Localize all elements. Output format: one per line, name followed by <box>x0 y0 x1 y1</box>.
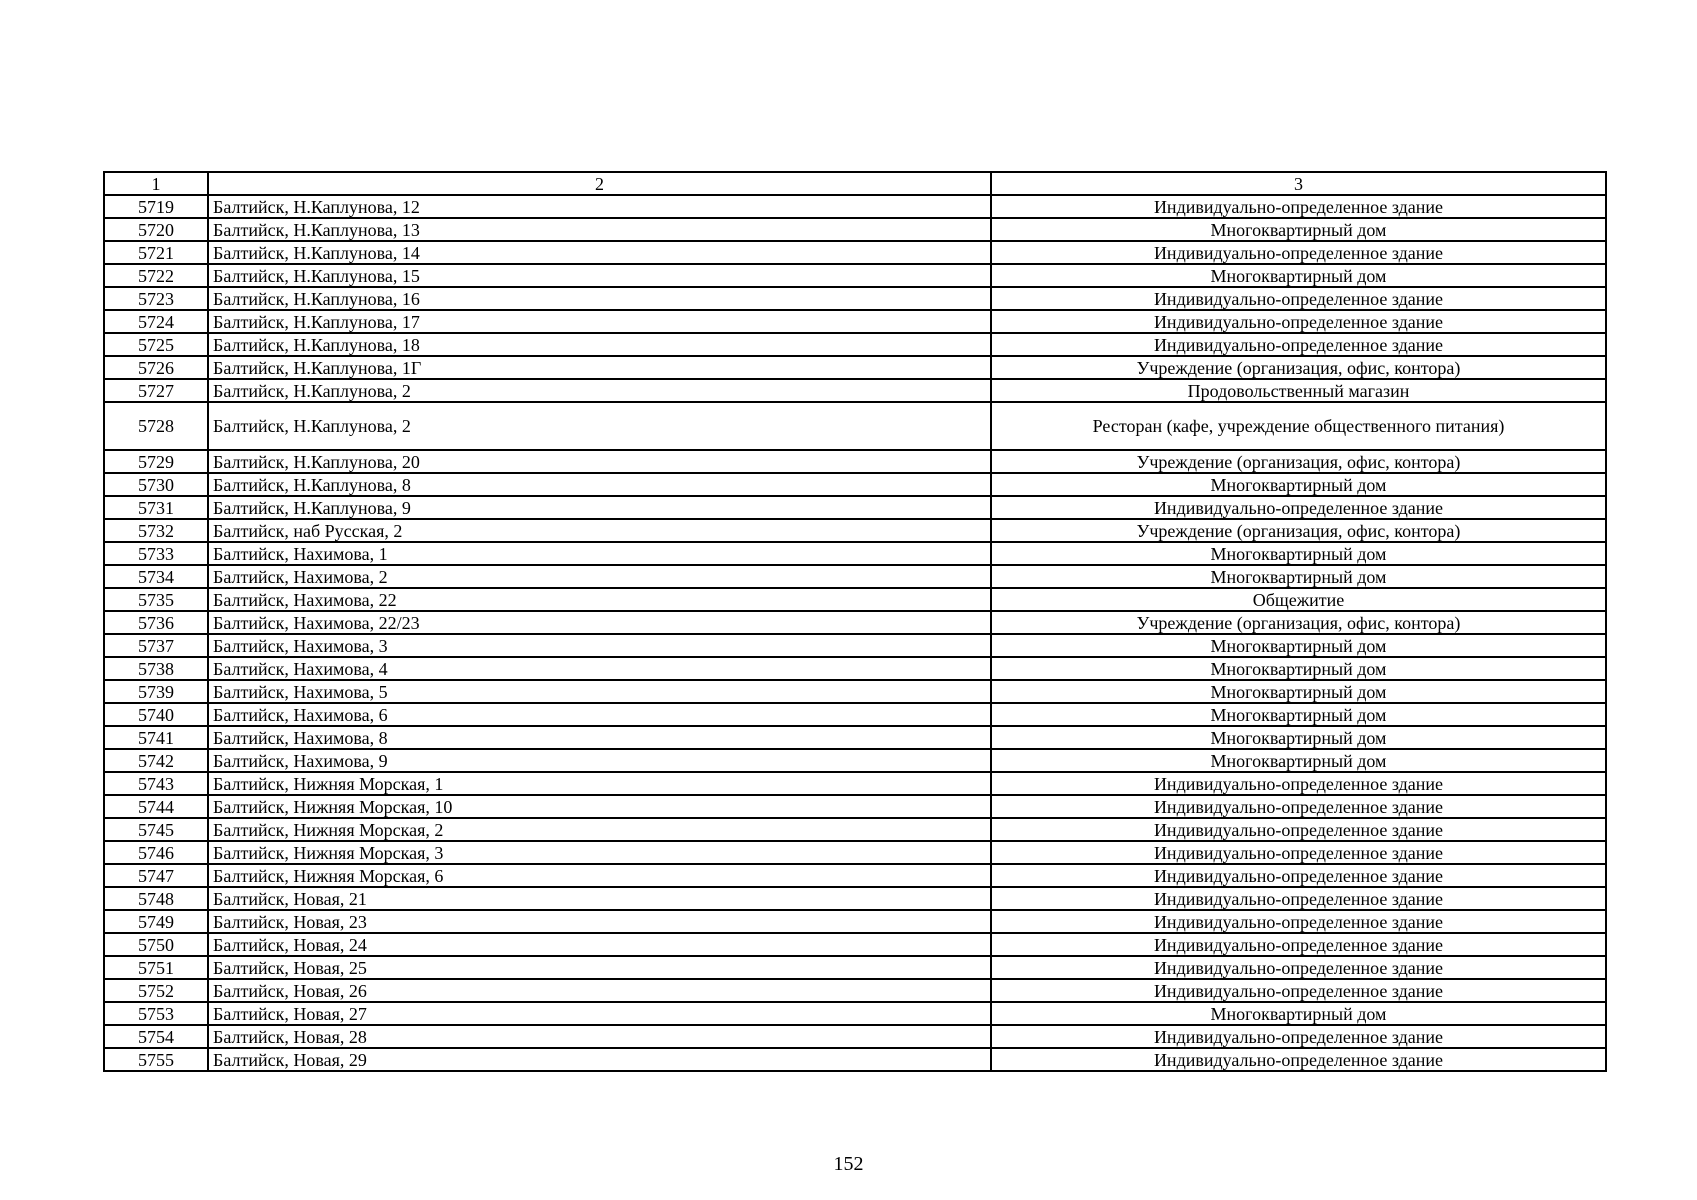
row-number-cell: 5724 <box>104 310 208 333</box>
row-number-cell: 5720 <box>104 218 208 241</box>
row-number-cell: 5731 <box>104 496 208 519</box>
row-number-cell: 5738 <box>104 657 208 680</box>
row-number-cell: 5752 <box>104 979 208 1002</box>
building-type-cell: Индивидуально-определенное здание <box>991 241 1606 264</box>
row-number-cell: 5733 <box>104 542 208 565</box>
building-type-cell: Индивидуально-определенное здание <box>991 310 1606 333</box>
building-type-cell: Многоквартирный дом <box>991 703 1606 726</box>
row-number-cell: 5741 <box>104 726 208 749</box>
address-cell: Балтийск, Новая, 26 <box>208 979 991 1002</box>
table-row <box>104 726 1606 749</box>
table-row <box>104 542 1606 565</box>
table-row <box>104 749 1606 772</box>
building-type-cell: Индивидуально-определенное здание <box>991 864 1606 887</box>
address-cell: Балтийск, Н.Каплунова, 16 <box>208 287 991 310</box>
table-row <box>104 841 1606 864</box>
building-type-cell: Многоквартирный дом <box>991 1002 1606 1025</box>
row-number-cell: 5725 <box>104 333 208 356</box>
row-number-cell: 5727 <box>104 379 208 402</box>
building-type-cell: Индивидуально-определенное здание <box>991 887 1606 910</box>
table-row <box>104 588 1606 611</box>
row-number-cell: 5745 <box>104 818 208 841</box>
building-type-cell: Индивидуально-определенное здание <box>991 1048 1606 1071</box>
table-row <box>104 703 1606 726</box>
address-cell: Балтийск, Нижняя Морская, 3 <box>208 841 991 864</box>
row-number-cell: 5743 <box>104 772 208 795</box>
building-type-cell: Многоквартирный дом <box>991 680 1606 703</box>
building-type-cell: Многоквартирный дом <box>991 264 1606 287</box>
address-cell: Балтийск, Н.Каплунова, 13 <box>208 218 991 241</box>
buildings-table <box>103 171 1607 1072</box>
building-type-cell: Многоквартирный дом <box>991 749 1606 772</box>
building-type-cell: Индивидуально-определенное здание <box>991 496 1606 519</box>
building-type-cell: Учреждение (организация, офис, контора) <box>991 611 1606 634</box>
building-type-cell: Многоквартирный дом <box>991 657 1606 680</box>
address-cell: Балтийск, Нахимова, 4 <box>208 657 991 680</box>
address-cell: Балтийск, Н.Каплунова, 2 <box>208 402 991 450</box>
table-row <box>104 772 1606 795</box>
row-number-cell: 5726 <box>104 356 208 379</box>
address-cell: Балтийск, Н.Каплунова, 20 <box>208 450 991 473</box>
address-cell: Балтийск, Н.Каплунова, 2 <box>208 379 991 402</box>
table-row <box>104 519 1606 542</box>
address-cell: Балтийск, Нахимова, 8 <box>208 726 991 749</box>
table-row <box>104 657 1606 680</box>
building-type-cell: Индивидуально-определенное здание <box>991 333 1606 356</box>
table-header-row <box>104 172 1606 195</box>
table-row <box>104 887 1606 910</box>
address-cell: Балтийск, Нахимова, 5 <box>208 680 991 703</box>
building-type-cell: Индивидуально-определенное здание <box>991 818 1606 841</box>
table-row <box>104 218 1606 241</box>
row-number-cell: 5753 <box>104 1002 208 1025</box>
building-type-cell: Индивидуально-определенное здание <box>991 933 1606 956</box>
table-row <box>104 933 1606 956</box>
building-type-cell: Индивидуально-определенное здание <box>991 287 1606 310</box>
address-cell: Балтийск, Нахимова, 22/23 <box>208 611 991 634</box>
building-type-cell: Индивидуально-определенное здание <box>991 795 1606 818</box>
row-number-cell: 5750 <box>104 933 208 956</box>
address-cell: Балтийск, Нахимова, 9 <box>208 749 991 772</box>
row-number-cell: 5755 <box>104 1048 208 1071</box>
row-number-cell: 5734 <box>104 565 208 588</box>
address-cell: Балтийск, Нахимова, 2 <box>208 565 991 588</box>
row-number-cell: 5749 <box>104 910 208 933</box>
row-number-cell: 5735 <box>104 588 208 611</box>
building-type-cell: Индивидуально-определенное здание <box>991 956 1606 979</box>
building-type-cell: Учреждение (организация, офис, контора) <box>991 450 1606 473</box>
table-row <box>104 379 1606 402</box>
table-row <box>104 287 1606 310</box>
building-type-cell: Индивидуально-определенное здание <box>991 841 1606 864</box>
building-type-cell: Многоквартирный дом <box>991 726 1606 749</box>
building-type-cell: Индивидуально-определенное здание <box>991 195 1606 218</box>
column-header-1: 1 <box>104 172 208 195</box>
table-row <box>104 818 1606 841</box>
row-number-cell: 5748 <box>104 887 208 910</box>
building-type-cell: Многоквартирный дом <box>991 218 1606 241</box>
table-row <box>104 611 1606 634</box>
row-number-cell: 5746 <box>104 841 208 864</box>
address-cell: Балтийск, Н.Каплунова, 12 <box>208 195 991 218</box>
row-number-cell: 5737 <box>104 634 208 657</box>
row-number-cell: 5729 <box>104 450 208 473</box>
building-type-cell: Индивидуально-определенное здание <box>991 772 1606 795</box>
table-row <box>104 450 1606 473</box>
row-number-cell: 5739 <box>104 680 208 703</box>
building-type-cell: Многоквартирный дом <box>991 542 1606 565</box>
building-type-cell: Индивидуально-определенное здание <box>991 979 1606 1002</box>
row-number-cell: 5728 <box>104 402 208 450</box>
table-row <box>104 680 1606 703</box>
address-cell: Балтийск, Новая, 21 <box>208 887 991 910</box>
address-cell: Балтийск, Нахимова, 6 <box>208 703 991 726</box>
table-row <box>104 864 1606 887</box>
address-cell: Балтийск, Н.Каплунова, 1Г <box>208 356 991 379</box>
address-cell: Балтийск, Нахимова, 22 <box>208 588 991 611</box>
row-number-cell: 5722 <box>104 264 208 287</box>
table-row <box>104 979 1606 1002</box>
address-cell: Балтийск, Н.Каплунова, 17 <box>208 310 991 333</box>
table-row <box>104 402 1606 450</box>
address-cell: Балтийск, Новая, 24 <box>208 933 991 956</box>
building-type-cell: Продовольственный магазин <box>991 379 1606 402</box>
row-number-cell: 5747 <box>104 864 208 887</box>
row-number-cell: 5740 <box>104 703 208 726</box>
address-cell: Балтийск, Нижняя Морская, 2 <box>208 818 991 841</box>
row-number-cell: 5736 <box>104 611 208 634</box>
table-row <box>104 795 1606 818</box>
column-header-3: 3 <box>991 172 1606 195</box>
row-number-cell: 5754 <box>104 1025 208 1048</box>
building-type-cell: Многоквартирный дом <box>991 565 1606 588</box>
address-cell: Балтийск, Новая, 23 <box>208 910 991 933</box>
table-body <box>104 172 1606 1071</box>
page-number: 152 <box>833 1153 864 1175</box>
address-cell: Балтийск, Нижняя Морская, 6 <box>208 864 991 887</box>
address-cell: Балтийск, Нахимова, 1 <box>208 542 991 565</box>
address-cell: Балтийск, Н.Каплунова, 15 <box>208 264 991 287</box>
building-type-cell: Ресторан (кафе, учреждение общественного питания) <box>991 402 1606 450</box>
table-row <box>104 1002 1606 1025</box>
table-row <box>104 241 1606 264</box>
address-cell: Балтийск, Н.Каплунова, 14 <box>208 241 991 264</box>
address-cell: Балтийск, Н.Каплунова, 18 <box>208 333 991 356</box>
row-number-cell: 5742 <box>104 749 208 772</box>
address-cell: Балтийск, Н.Каплунова, 8 <box>208 473 991 496</box>
table-row <box>104 310 1606 333</box>
table-row <box>104 634 1606 657</box>
row-number-cell: 5744 <box>104 795 208 818</box>
table-row <box>104 565 1606 588</box>
table-row <box>104 910 1606 933</box>
table-row <box>104 356 1606 379</box>
table-row <box>104 496 1606 519</box>
table-row <box>104 1048 1606 1071</box>
address-cell: Балтийск, Новая, 27 <box>208 1002 991 1025</box>
building-type-cell: Учреждение (организация, офис, контора) <box>991 356 1606 379</box>
building-type-cell: Индивидуально-определенное здание <box>991 1025 1606 1048</box>
address-cell: Балтийск, Новая, 25 <box>208 956 991 979</box>
building-type-cell: Многоквартирный дом <box>991 634 1606 657</box>
address-cell: Балтийск, Новая, 29 <box>208 1048 991 1071</box>
table-row <box>104 333 1606 356</box>
address-cell: Балтийск, наб Русская, 2 <box>208 519 991 542</box>
table-row <box>104 473 1606 496</box>
building-type-cell: Индивидуально-определенное здание <box>991 910 1606 933</box>
table-row <box>104 1025 1606 1048</box>
row-number-cell: 5723 <box>104 287 208 310</box>
address-cell: Балтийск, Новая, 28 <box>208 1025 991 1048</box>
table-row <box>104 956 1606 979</box>
table-row <box>104 195 1606 218</box>
address-cell: Балтийск, Нижняя Морская, 1 <box>208 772 991 795</box>
building-type-cell: Многоквартирный дом <box>991 473 1606 496</box>
building-type-cell: Общежитие <box>991 588 1606 611</box>
column-header-2: 2 <box>208 172 991 195</box>
row-number-cell: 5732 <box>104 519 208 542</box>
address-cell: Балтийск, Н.Каплунова, 9 <box>208 496 991 519</box>
row-number-cell: 5719 <box>104 195 208 218</box>
row-number-cell: 5730 <box>104 473 208 496</box>
table-row <box>104 264 1606 287</box>
row-number-cell: 5721 <box>104 241 208 264</box>
address-cell: Балтийск, Нижняя Морская, 10 <box>208 795 991 818</box>
row-number-cell: 5751 <box>104 956 208 979</box>
address-cell: Балтийск, Нахимова, 3 <box>208 634 991 657</box>
building-type-cell: Учреждение (организация, офис, контора) <box>991 519 1606 542</box>
